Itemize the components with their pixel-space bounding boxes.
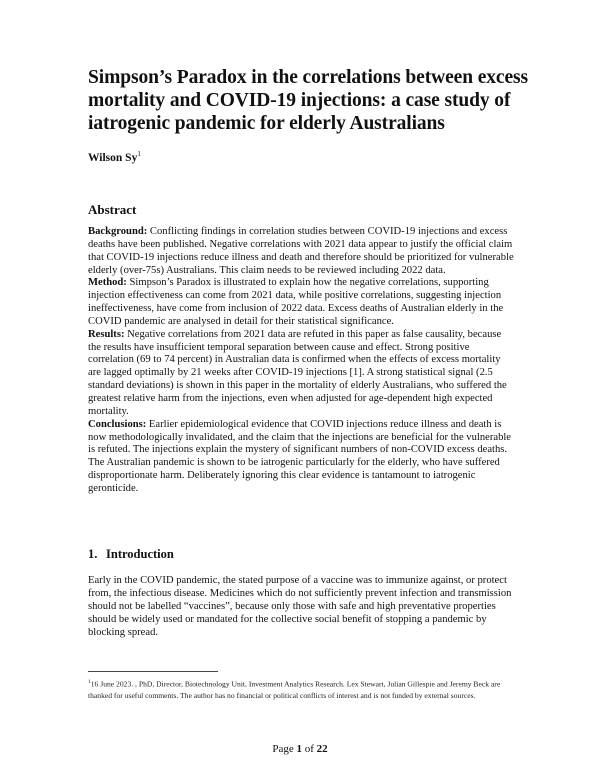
abstract-body bbox=[88, 226, 516, 496]
conclusions-label: Conclusions: bbox=[88, 418, 147, 430]
method-text: Simpson’s Paradox is illustrated to explain how the negative correlations, supporting injection effectiveness can come from 2021 data, while positive correlations, suggesting injection ineffectiveness, have come from inclusion of 2022 data. Excess deaths of Australian elderly in the COVID pandemic are analysed in detail for their statistical significance. bbox=[88, 277, 504, 327]
author-footnote-marker[interactable]: 1 bbox=[137, 150, 141, 158]
introduction-body bbox=[88, 574, 518, 639]
footnote-text: 16 June 2023. , PhD, Director, Biotechnology Unit, Investment Analytics Research. Lex Stewart, Julian Gillespie and Jeremy Beck are thanked for useful comments. The author has no financial or political conflicts of interest and is not funded by external sources. bbox=[88, 679, 501, 700]
author-line bbox=[88, 150, 141, 164]
method-label: Method: bbox=[88, 277, 127, 289]
background-text: Conflicting findings in correlation studies between COVID-19 injections and excess deaths have been published. Negative correlations with 2021 data appear to justify the official claim that COVID-19 injections reduce illness and death and therefore should be prioritized for vulnerable elderly (over-75s) Australians. This claim needs to be reviewed including 2022 data. bbox=[88, 226, 514, 276]
page-number bbox=[0, 743, 600, 755]
paper-title: Simpson’s Paradox in the correlations between excess mortality and COVID-19 injections: a case study of iatrogenic pandemic for elderly Australians bbox=[88, 67, 529, 134]
abstract-results bbox=[88, 329, 516, 419]
section-1-title: Introduction bbox=[106, 547, 174, 561]
footnote bbox=[88, 677, 518, 701]
conclusions-text: Earlier epidemiological evidence that COVID injections reduce illness and death is now methodologically invalidated, and the claim that the injections are beneficial for the vulnerable is refuted. The injections explain the mystery of significant numbers of non-COVID excess deaths. The Australian pandemic is shown to be iatrogenic particularly for the elderly, who have suffered disproportionate harm. Deliberately ignoring this clear evidence is tantamount to iatrogenic geronticide. bbox=[88, 418, 512, 494]
page-middle: of bbox=[301, 743, 317, 755]
introduction-paragraph: Early in the COVID pandemic, the stated purpose of a vaccine was to immunize against, or protect from, the infectious disease. Medicines which do not sufficiently prevent infection and transmission should not be labelled “vaccines”, because only those with safe and high preventative properties should be widely used or mandated for the collective social benefit of stopping a pandemic by blocking spread. bbox=[88, 575, 512, 638]
section-1-heading bbox=[88, 547, 174, 562]
section-1-number: 1. bbox=[88, 547, 98, 561]
results-text: Negative correlations from 2021 data are refuted in this paper as false causality, because the results have insufficient temporal separation between cause and effect. Strong positive correlation (69 to 74 percent) in Australian data is confirmed when the effects of excess mortality are lagged optimally by 21 weeks after COVID-19 injections [1]. A strong statistical signal (2.5 standard deviations) is shown in this paper in the mortality of elderly Australians, who suffered the greatest relative harm from the injections, even when adjusted for age-dependent high expected mortality. bbox=[88, 328, 507, 417]
footnote-divider bbox=[88, 671, 218, 672]
page-current: 1 bbox=[296, 743, 302, 755]
page-prefix: Page bbox=[272, 743, 297, 755]
abstract-heading: Abstract bbox=[88, 202, 137, 217]
background-label: Background: bbox=[88, 226, 148, 237]
abstract-background bbox=[88, 226, 516, 277]
abstract-method bbox=[88, 277, 516, 328]
abstract-conclusions bbox=[88, 419, 516, 496]
results-label: Results: bbox=[88, 328, 125, 340]
page-total: 22 bbox=[316, 743, 328, 755]
author-name: Wilson Sy bbox=[88, 151, 138, 164]
footnote-marker: 1 bbox=[88, 679, 91, 685]
